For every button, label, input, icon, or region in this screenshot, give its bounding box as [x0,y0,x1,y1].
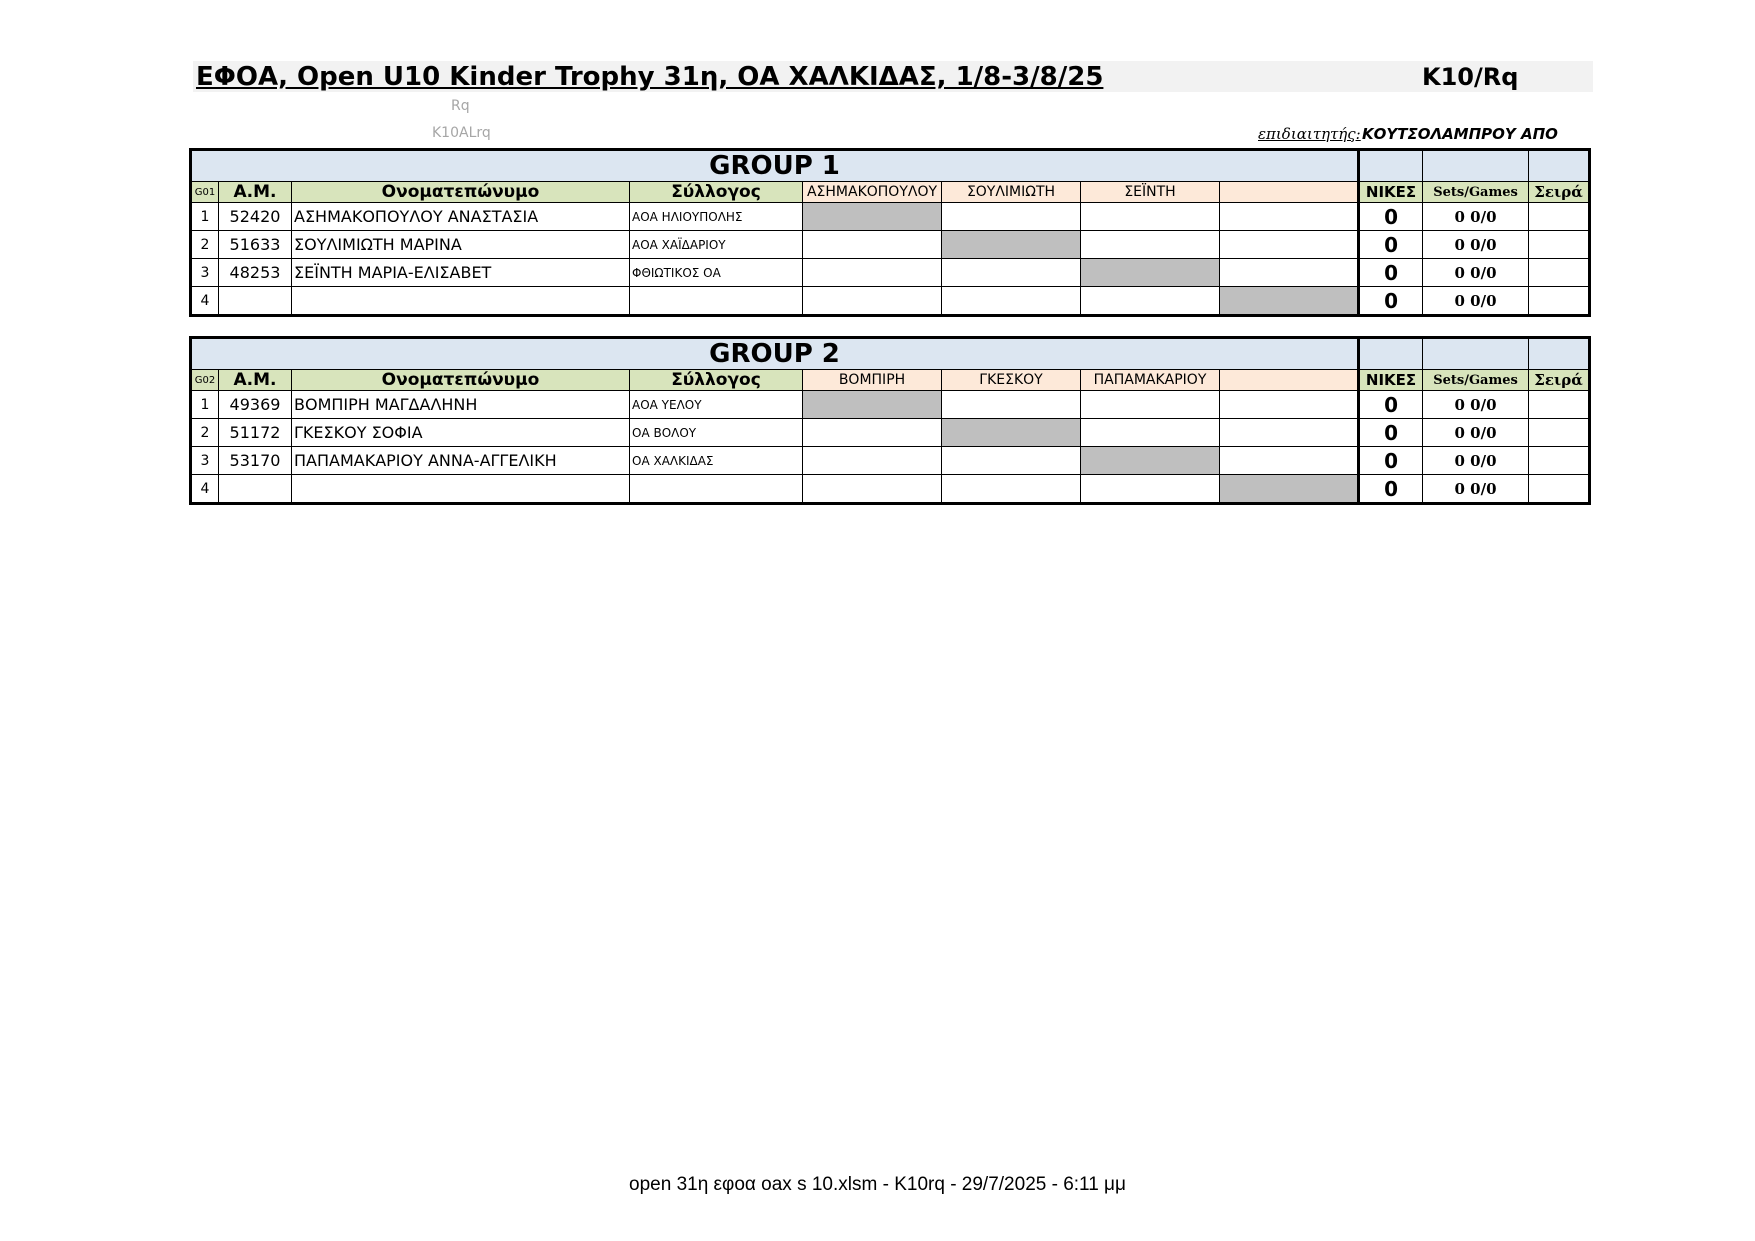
match-cell-self [942,231,1081,259]
group-code: G01 [191,182,219,203]
match-cell[interactable] [942,287,1081,316]
match-cell[interactable] [1081,419,1220,447]
group-title: GROUP 2 [191,338,1359,370]
match-cell[interactable] [803,447,942,475]
player-am [219,475,292,504]
match-cell[interactable] [1081,287,1220,316]
col-wins-header: ΝΙΚΕΣ [1359,182,1423,203]
match-cell[interactable] [1220,259,1359,287]
match-cell-self [803,391,942,419]
player-club: ΑΟΑ ΥΕΛΟΥ [630,391,803,419]
col-wins-header: ΝΙΚΕΣ [1359,370,1423,391]
match-cell-self [1220,287,1359,316]
player-club: ΑΟΑ ΗΛΙΟΥΠΟΛΗΣ [630,203,803,231]
player-row [191,231,1590,259]
match-cell-self [1081,447,1220,475]
player-order [1529,475,1590,504]
player-wins: 0 [1359,259,1423,287]
col-sets-games-header: Sets/Games [1423,370,1529,391]
player-row [191,203,1590,231]
player-club: ΟΑ ΒΟΛΟΥ [630,419,803,447]
player-row [191,419,1590,447]
group-1-table [189,148,1591,317]
page-footer: open 31η εφοα oax s 10.xlsm - K10rq - 29/7/2025 - 6:11 μμ [629,1174,1126,1195]
col-order-header: Σειρά [1529,370,1590,391]
player-name [292,475,630,504]
umpire-name: ΚΟΥΤΣΟΛΑΜΠΡΟΥ ΑΠΟ [1362,125,1558,143]
player-am: 49369 [219,391,292,419]
match-cell[interactable] [803,419,942,447]
header-empty-cell [1359,150,1423,182]
player-position: 1 [191,391,219,419]
match-cell[interactable] [942,259,1081,287]
player-club [630,287,803,316]
col-order-header: Σειρά [1529,182,1590,203]
player-order [1529,419,1590,447]
col-club-header: Σύλλογος [630,370,803,391]
col-am-header: Α.Μ. [219,182,292,203]
player-am [219,287,292,316]
player-name: ΒΟΜΠΙΡΗ ΜΑΓΔΑΛΗΝΗ [292,391,630,419]
player-row [191,447,1590,475]
player-name [292,287,630,316]
header-empty-cell [1359,338,1423,370]
header-empty-cell [1529,338,1590,370]
opponent-header: ΠΑΠΑΜΑΚΑΡΙΟΥ [1081,370,1220,391]
player-order [1529,259,1590,287]
match-cell[interactable] [1220,419,1359,447]
player-sets-games: 0 0/0 [1423,203,1529,231]
opponent-header: ΣΟΥΛΙΜΙΩΤΗ [942,182,1081,203]
match-cell-self [1081,259,1220,287]
player-wins: 0 [1359,231,1423,259]
header-empty-cell [1423,338,1529,370]
draw-subcode: Rq [451,98,470,114]
match-cell[interactable] [1220,447,1359,475]
player-order [1529,447,1590,475]
player-am: 51172 [219,419,292,447]
player-wins: 0 [1359,419,1423,447]
draw-code: K10/Rq [1422,63,1519,91]
match-cell[interactable] [803,287,942,316]
player-position: 3 [191,447,219,475]
col-am-header: Α.Μ. [219,370,292,391]
player-order [1529,231,1590,259]
umpire-label: επιδιαιτητής: [1258,125,1361,143]
player-position: 2 [191,231,219,259]
group-title: GROUP 1 [191,150,1359,182]
match-cell[interactable] [803,475,942,504]
player-position: 4 [191,287,219,316]
draw-sheet-code: K10ALrq [432,125,491,141]
player-name: ΓΚΕΣΚΟΥ ΣΟΦΙΑ [292,419,630,447]
player-sets-games: 0 0/0 [1423,287,1529,316]
player-name: ΣΟΥΛΙΜΙΩΤΗ ΜΑΡΙΝΑ [292,231,630,259]
player-wins: 0 [1359,203,1423,231]
match-cell[interactable] [1220,391,1359,419]
player-row [191,259,1590,287]
player-club: ΟΑ ΧΑΛΚΙΔΑΣ [630,447,803,475]
match-cell[interactable] [942,475,1081,504]
match-cell[interactable] [1081,391,1220,419]
header-empty-cell [1423,150,1529,182]
match-cell[interactable] [803,231,942,259]
match-cell[interactable] [942,447,1081,475]
opponent-header: ΣΕΪΝΤΗ [1081,182,1220,203]
player-name: ΑΣΗΜΑΚΟΠΟΥΛΟΥ ΑΝΑΣΤΑΣΙΑ [292,203,630,231]
player-am: 53170 [219,447,292,475]
player-wins: 0 [1359,475,1423,504]
player-wins: 0 [1359,287,1423,316]
player-sets-games: 0 0/0 [1423,231,1529,259]
group-2-table [189,336,1591,505]
player-am: 51633 [219,231,292,259]
player-row [191,287,1590,316]
opponent-header: ΒΟΜΠΙΡΗ [803,370,942,391]
col-sets-games-header: Sets/Games [1423,182,1529,203]
player-sets-games: 0 0/0 [1423,419,1529,447]
player-sets-games: 0 0/0 [1423,475,1529,504]
match-cell[interactable] [1220,231,1359,259]
player-club: ΦΘΙΩΤΙΚΟΣ ΟΑ [630,259,803,287]
player-order [1529,203,1590,231]
col-name-header: Ονοματεπώνυμο [292,182,630,203]
player-position: 1 [191,203,219,231]
match-cell[interactable] [942,203,1081,231]
opponent-header [1220,182,1359,203]
player-am: 52420 [219,203,292,231]
match-cell[interactable] [803,259,942,287]
page-title: ΕΦΟΑ, Open U10 Kinder Trophy 31η, ΟΑ ΧΑΛΚΙΔΑΣ, 1/8-3/8/25 [196,62,1104,92]
player-wins: 0 [1359,391,1423,419]
opponent-header [1220,370,1359,391]
player-name: ΣΕΪΝΤΗ ΜΑΡΙΑ-ΕΛΙΣΑΒΕΤ [292,259,630,287]
match-cell-self [942,419,1081,447]
match-cell-self [1220,475,1359,504]
player-name: ΠΑΠΑΜΑΚΑΡΙΟΥ ΑΝΝΑ-ΑΓΓΕΛΙΚΗ [292,447,630,475]
player-wins: 0 [1359,447,1423,475]
player-position: 2 [191,419,219,447]
opponent-header: ΓΚΕΣΚΟΥ [942,370,1081,391]
player-row [191,391,1590,419]
player-sets-games: 0 0/0 [1423,391,1529,419]
player-position: 4 [191,475,219,504]
player-position: 3 [191,259,219,287]
match-cell[interactable] [942,391,1081,419]
player-row [191,475,1590,504]
match-cell[interactable] [1081,203,1220,231]
match-cell[interactable] [1220,203,1359,231]
header-empty-cell [1529,150,1590,182]
col-name-header: Ονοματεπώνυμο [292,370,630,391]
match-cell[interactable] [1081,475,1220,504]
opponent-header: ΑΣΗΜΑΚΟΠΟΥΛΟΥ [803,182,942,203]
player-order [1529,287,1590,316]
player-am: 48253 [219,259,292,287]
match-cell[interactable] [1081,231,1220,259]
match-cell-self [803,203,942,231]
col-club-header: Σύλλογος [630,182,803,203]
player-sets-games: 0 0/0 [1423,259,1529,287]
player-order [1529,391,1590,419]
player-club: ΑΟΑ ΧΑΪΔΑΡΙΟΥ [630,231,803,259]
player-club [630,475,803,504]
group-code: G02 [191,370,219,391]
player-sets-games: 0 0/0 [1423,447,1529,475]
